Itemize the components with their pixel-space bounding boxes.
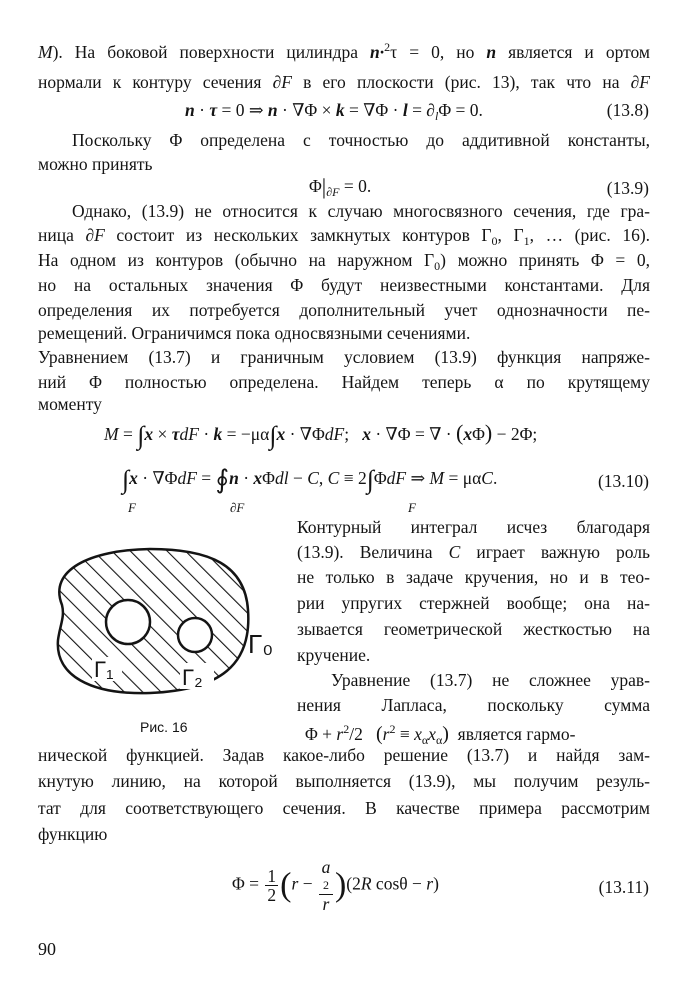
label-gamma-2: Γ₂ — [182, 665, 203, 690]
side-text-line-9: $\Phi + r^2/2$ $(r^2 \equiv x_\alpha x_\alpha)$ является гармо- — [305, 722, 576, 747]
figure-16-multiply-connected-section — [30, 525, 290, 705]
equation-number-13-10: (13.10) — [597, 471, 649, 491]
paragraph-3-line-5: определения их потребуется дополнительный учет однозначности пе- — [38, 300, 650, 320]
paragraph-4-line-2: ний Φ полностью определена. Найдем теперь α по крутящему — [38, 372, 650, 392]
outer-contour-gamma-0 — [58, 549, 249, 693]
paragraph-6-line-2: кнутую линию, на которой выполняется (13.9), мы получим резуль- — [38, 771, 650, 791]
paragraph-3-line-4: но на остальных значения Φ будут неизвестными константами. Для — [38, 275, 650, 295]
figure-caption: Рис. 16 — [140, 719, 188, 735]
text-line-2: нормали к контуру сечения ∂F в его плоскости (рис. 13), так что на ∂F — [38, 72, 650, 92]
paragraph-2-line-2: можно принять — [38, 154, 153, 174]
equation-torque: M = ∫x × τdF · k = −μα∫x · ∇ΦdF; x · ∇Φ = ∇ · (xΦ) − 2Φ; — [104, 420, 538, 450]
paragraph-3-line-2: ница ∂F состоит из нескольких замкнутых контуров $\Gamma_0$, $\Gamma_1$, … (рис. 16). — [38, 225, 651, 248]
equation-13-11: Φ = $\frac{1}{2}$ (r − a 2 r )(2R cosθ − r) — [232, 857, 439, 914]
equation-number-13-11: (13.11) — [598, 877, 649, 897]
paragraph-2-line-1: Поскольку Φ определена с точностью до аддитивной константы, — [72, 130, 650, 150]
paragraph-4-line-1: Уравнением (13.7) и граничным условием (13.9) функция напряже- — [38, 347, 650, 367]
integral-limit-F1: F — [128, 500, 136, 515]
side-text-line-4: рии упругих стержней вообще; она на- — [297, 593, 650, 613]
paragraph-6-line-4: функцию — [38, 824, 108, 844]
inner-contour-gamma-1 — [106, 600, 150, 644]
paragraph-4-line-3: моменту — [38, 394, 102, 414]
side-text-line-3: не только в задаче кручения, но и в тео- — [297, 567, 650, 587]
side-text-line-7: Уравнение (13.7) не сложнее урав- — [331, 670, 650, 690]
side-text-line-1: Контурный интеграл исчез благодаря — [297, 517, 650, 537]
equation-13-8: n · τ = 0 ⇒ $n \cdot \nabla\Phi \times k = \nabla\Phi \cdot l = \partial_l\Phi = 0$. — [185, 100, 483, 123]
integral-limit-dF: ∂F — [230, 500, 245, 515]
text-line-1: M). На боковой поверхности цилиндра n·$^2$τ = 0, но n является и ортом — [38, 40, 650, 62]
paragraph-6-line-3: тат для соответствующего сечения. В качестве примера рассмотрим — [38, 798, 650, 818]
side-text-line-6: кручение. — [297, 645, 371, 665]
label-gamma-1: Γ₁ — [94, 657, 114, 682]
page-number: 90 — [38, 939, 56, 959]
paragraph-3-line-1: Однако, (13.9) не относится к случаю многосвязного сечения, где гра- — [72, 201, 650, 221]
paragraph-3-line-3: На одном из контуров (обычно на наружном $\Gamma_0$) можно принять Φ = 0, — [38, 250, 650, 273]
side-text-line-2: (13.9). Величина C играет важную роль — [297, 542, 650, 562]
inner-contour-gamma-2 — [178, 618, 212, 652]
label-gamma-0: Γ₀ — [248, 629, 274, 659]
integral-limit-F2: F — [408, 500, 416, 515]
equation-number-13-9: (13.9) — [606, 178, 649, 198]
paragraph-6-line-1: нической функцией. Задав какое-либо решение (13.7) и найдя зам- — [38, 745, 650, 765]
equation-13-9: $\Phi|_{\partial F} = 0$. — [309, 174, 372, 199]
side-text-line-8: нения Лапласа, поскольку сумма — [297, 695, 650, 715]
equation-number-13-8: (13.8) — [606, 100, 649, 120]
equation-13-10: ∫x · ∇ΦdF = ∮n · xΦdl − C, C ≡ 2∫ΦdF ⇒ M = μαC. — [122, 465, 498, 494]
side-text-line-5: зывается геометрической жесткостью на — [297, 619, 650, 639]
paragraph-3-line-6: ремещений. Ограничимся пока односвязными сечениями. — [38, 323, 471, 343]
